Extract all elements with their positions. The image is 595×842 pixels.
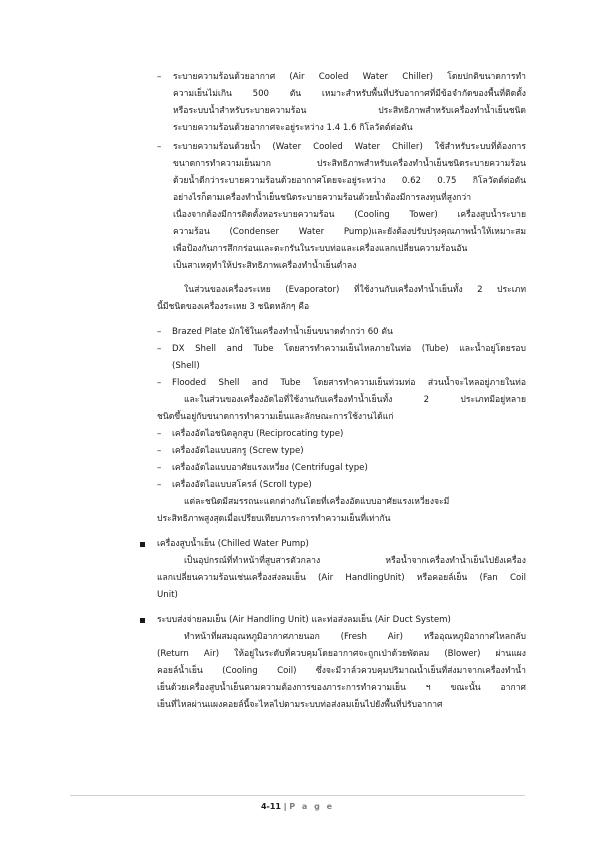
list-item: เครื่องอัดไอแบบสกรู (Screw type) bbox=[172, 446, 304, 456]
dash-bullet: – bbox=[157, 480, 162, 490]
paragraph-line: เย็นด้วยเครื่องสูบน้ำเย็นตามความต้องการของภาระการทำความเย็น ฯ ขณะนั้น อากาศ bbox=[157, 683, 526, 693]
text-line: ระบายความร้อนด้วยอากาศจะอยู่ระหว่าง 1.4 1.6 กิโลวัตต์ต่อตัน bbox=[173, 123, 413, 133]
text-line: ด้วยน้ำดีกว่าระบายความร้อนด้วยอากาศโดยจะอยู่ระหว่าง 0.62 0.75 กิโลวัตต์ต่อตัน bbox=[173, 176, 526, 186]
section-heading: ระบบส่งจ่ายลมเย็น (Air Handling Unit) และท่อส่งลมเย็น (Air Duct System) bbox=[157, 615, 451, 625]
paragraph-line: เย็นที่ไหลผ่านแผงคอยล์นี้จะไหลไปตามระบบท่อส่งลมเย็นไปยังพื้นที่ปรับอากาศ bbox=[157, 700, 443, 710]
paragraph-line: ในส่วนของเครื่องระเหย (Evaporator) ที่ใช้งานกับเครื่องทำน้ำเย็นทั้ง 2 ประเภท bbox=[184, 285, 526, 295]
text-line: เนื่องจากต้องมีการติดตั้งหอระบายความร้อน (Cooling Tower) เครื่องสูบน้ำระบาย bbox=[173, 210, 526, 220]
text-line: ระบายความร้อนด้วยน้ำ (Water Cooled Water Chiller) ใช้สำหรับระบบที่ต้องการ bbox=[173, 142, 526, 152]
text-line: ระบายความร้อนด้วยอากาศ (Air Cooled Water Chiller) โดยปกติขนาดการทำ bbox=[173, 72, 526, 82]
dash-bullet: – bbox=[157, 446, 162, 456]
paragraph-line: แลกเปลี่ยนความร้อนเช่นเครื่องส่งลมเย็น (Air HandlingUnit) หรือคอยล์เย็น (Fan Coil bbox=[157, 573, 526, 583]
dash-bullet: – bbox=[157, 344, 162, 354]
text-line: เพื่อป้องกันการสึกกร่อนและตะกรันในระบบท่อและเครื่องแลกเปลี่ยนความร้อนอัน bbox=[173, 244, 468, 254]
dash-bullet: – bbox=[157, 429, 162, 439]
square-bullet-icon bbox=[140, 618, 145, 623]
text-line: ขนาดการทำความเย็นมาก ประสิทธิภาพสำหรับเครื่องทำน้ำเย็นชนิดระบายความร้อน bbox=[173, 159, 526, 169]
text-line: เป็นสาเหตุทำให้ประสิทธิภาพเครื่องทำน้ำเย็นต่ำลง bbox=[173, 261, 357, 271]
paragraph-line: เป็นอุปกรณ์ที่ทำหน้าที่สูบสารตัวกลาง หรือน้ำจากเครื่องทำน้ำเย็นไปยังเครื่อง bbox=[184, 556, 526, 566]
paragraph-line: (Return Air) ให้อยู่ในระดับที่ควบคุมโดยอากาศจะถูกเป่าด้วยพัดลม (Blower) ผ่านแผง bbox=[157, 649, 526, 659]
paragraph-line: ชนิดขึ้นอยู่กับขนาดการทำความเย็นและลักษณะการใช้งานได้แก่ bbox=[157, 412, 394, 422]
dash-bullet: – bbox=[157, 327, 162, 337]
dash-bullet: – bbox=[157, 378, 162, 388]
footer-separator: | bbox=[283, 802, 287, 811]
paragraph-line: คอยล์น้ำเย็น (Cooling Coil) ซึ่งจะมีวาล์วควบคุมปริมาณน้ำเย็นที่ส่งมาจากเครื่องทำน้ำ bbox=[157, 666, 526, 676]
page-number: 4-11 bbox=[260, 802, 281, 811]
list-item: Brazed Plate มักใช้ในเครื่องทำน้ำเย็นขนาดต่ำกว่า 60 ตัน bbox=[172, 327, 393, 337]
paragraph-line: ประสิทธิภาพสูงสุดเมื่อเปรียบเทียบภาระการทำความเย็นที่เท่ากัน bbox=[157, 514, 391, 524]
text-line: ความเย็นไม่เกิน 500 ตัน เหมาะสำหรับพื้นที่ปรับอากาศที่มีข้อจำกัดของพื้นที่ติดตั้ง bbox=[173, 89, 526, 99]
paragraph-line: แต่ละชนิดมีสมรรถนะแตกต่างกันโดยที่เครื่องอัดแบบอาศัยแรงเหวี่ยงจะมี bbox=[184, 497, 450, 507]
list-item: เครื่องอัดไอแบบอาศัยแรงเหวี่ยง (Centrifugal type) bbox=[172, 463, 368, 473]
paragraph-line: ทำหน้าที่ผสมอุณหภูมิอากาศภายนอก (Fresh Air) หรืออุณหภูมิอากาศไหลกลับ bbox=[184, 632, 526, 642]
text-line: หรือระบบน้ำสำหรับระบายความร้อน ประสิทธิภาพสำหรับเครื่องทำน้ำเย็นชนิด bbox=[173, 106, 526, 116]
list-item: เครื่องอัดไอชนิดลูกสูบ (Reciprocating type) bbox=[172, 429, 344, 439]
text-line: ความร้อน (Condenser Water Pump)และยังต้องปรับปรุงคุณภาพน้ำให้เหมาะสม bbox=[173, 227, 526, 237]
list-item: DX Shell and Tube โดยสารทำความเย็นไหลภายในท่อ (Tube) และน้ำอยู่โดยรอบ bbox=[172, 344, 526, 354]
paragraph-line: นี้มีชนิดของเครื่องระเหย 3 ชนิดหลักๆ คือ bbox=[157, 302, 310, 312]
page-footer bbox=[0, 802, 595, 811]
list-item: เครื่องอัดไอแบบสโครล์ (Scroll type) bbox=[172, 480, 312, 490]
dash-bullet: – bbox=[157, 142, 162, 152]
list-item: Flooded Shell and Tube โดยสารทำความเย็นท่วมท่อ ส่วนน้ำจะไหลอยู่ภายในท่อ bbox=[172, 378, 526, 388]
section-heading: เครื่องสูบน้ำเย็น (Chilled Water Pump) bbox=[157, 539, 309, 549]
square-bullet-icon bbox=[140, 542, 145, 547]
page-label: P a g e bbox=[289, 802, 335, 811]
dash-bullet: – bbox=[157, 72, 162, 82]
footer-divider bbox=[70, 795, 525, 796]
dash-bullet: – bbox=[157, 463, 162, 473]
text-line: อย่างไรก็ตามเครื่องทำน้ำเย็นชนิดระบายความร้อนด้วยน้ำต้องมีการลงทุนที่สูงกว่า bbox=[173, 193, 472, 203]
paragraph-line: Unit) bbox=[157, 590, 178, 600]
paragraph-line: และในส่วนของเครื่องอัดไอที่ใช้งานกับเครื่องทำน้ำเย็นทั้ง 2 ประเภทมีอยู่หลาย bbox=[184, 395, 526, 405]
list-item: (Shell) bbox=[172, 361, 200, 371]
